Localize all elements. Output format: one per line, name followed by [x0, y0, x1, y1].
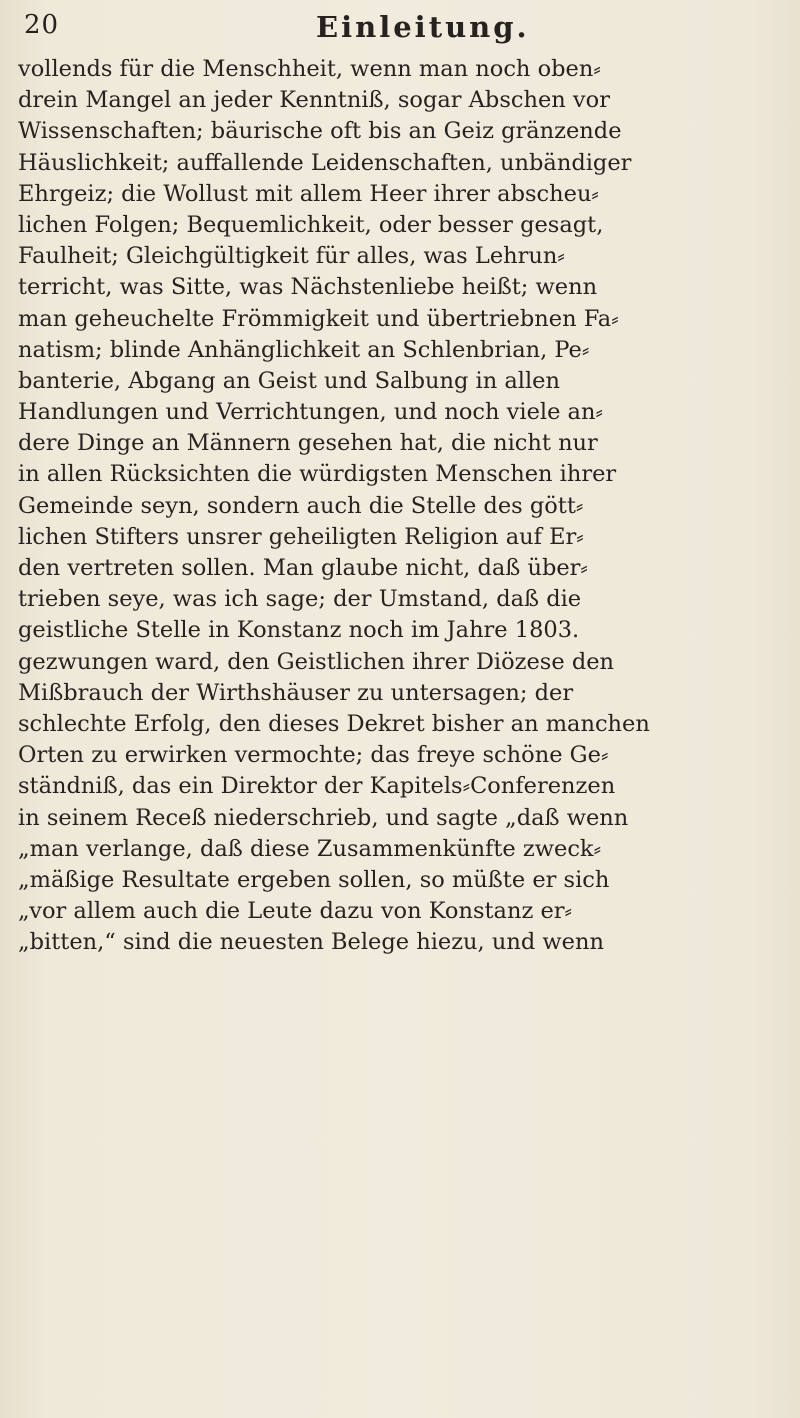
text-line: terricht, was Sitte, was Nächstenliebe heißt; wenn: [18, 274, 598, 301]
running-head: Einleitung.: [316, 10, 530, 44]
text-line: Handlungen und Verrichtungen, und noch viele an⸗: [18, 399, 603, 426]
text-line: Gemeinde seyn, sondern auch die Stelle des gött⸗: [18, 492, 584, 519]
text-line: dere Dinge an Männern gesehen hat, die nicht nur: [18, 430, 598, 457]
text-line: geistliche Stelle in Konstanz noch im Jahre 1803.: [18, 617, 580, 644]
text-line: man geheuchelte Frömmigkeit und übertriebnen Fa⸗: [18, 305, 619, 332]
text-line: „mäßige Resultate ergeben sollen, so müßte er sich: [18, 866, 610, 893]
text-line: Mißbrauch der Wirthshäuser zu untersagen; der: [18, 679, 574, 706]
text-line: lichen Stifters unsrer geheiligten Religion auf Er⸗: [18, 523, 584, 550]
text-line: Ehrgeiz; die Wollust mit allem Heer ihrer abscheu⸗: [18, 180, 599, 207]
text-line: ständniß, das ein Direktor der Kapitels⸗Conferenzen: [18, 773, 616, 800]
text-line: „bitten,“ sind die neuesten Belege hiezu, und wenn: [18, 929, 604, 956]
text-line: vollends für die Menschheit, wenn man noch oben⸗: [18, 56, 601, 82]
text-line: den vertreten sollen. Man glaube nicht, daß über⸗: [18, 555, 588, 581]
body-text: [18, 54, 794, 958]
text-line: Orten zu erwirken vermochte; das freye schöne Ge⸗: [18, 742, 609, 769]
text-line: schlechte Erfolg, den dieses Dekret bisher an manchen: [18, 710, 650, 737]
text-line: in allen Rücksichten die würdigsten Menschen ihrer: [18, 461, 617, 488]
page-header: [24, 10, 764, 50]
text-line: Faulheit; Gleichgültigkeit für alles, was Lehrun⸗: [18, 243, 565, 270]
text-line: Häuslichkeit; auffallende Leidenschaften, unbändiger: [18, 149, 632, 176]
text-line: in seinem Receß niederschrieb, und sagte „daß wenn: [18, 804, 629, 831]
text-line: „man verlange, daß diese Zusammenkünfte zweck⸗: [18, 835, 602, 862]
text-line: „vor allem auch die Leute dazu von Konstanz er⸗: [18, 898, 573, 925]
text-line: drein Mangel an jeder Kenntniß, sogar Abschen vor: [18, 87, 610, 114]
text-line: lichen Folgen; Bequemlichkeit, oder besser gesagt,: [18, 211, 604, 238]
text-line: gezwungen ward, den Geistlichen ihrer Diözese den: [18, 648, 615, 675]
text-line: trieben seye, was ich sage; der Umstand, daß die: [18, 586, 582, 613]
text-line: banterie, Abgang an Geist und Salbung in allen: [18, 367, 560, 394]
text-line: Wissenschaften; bäurische oft bis an Geiz gränzende: [18, 118, 622, 145]
page-number: 20: [24, 10, 60, 40]
text-line: natism; blinde Anhänglichkeit an Schlenbrian, Pe⸗: [18, 336, 590, 363]
